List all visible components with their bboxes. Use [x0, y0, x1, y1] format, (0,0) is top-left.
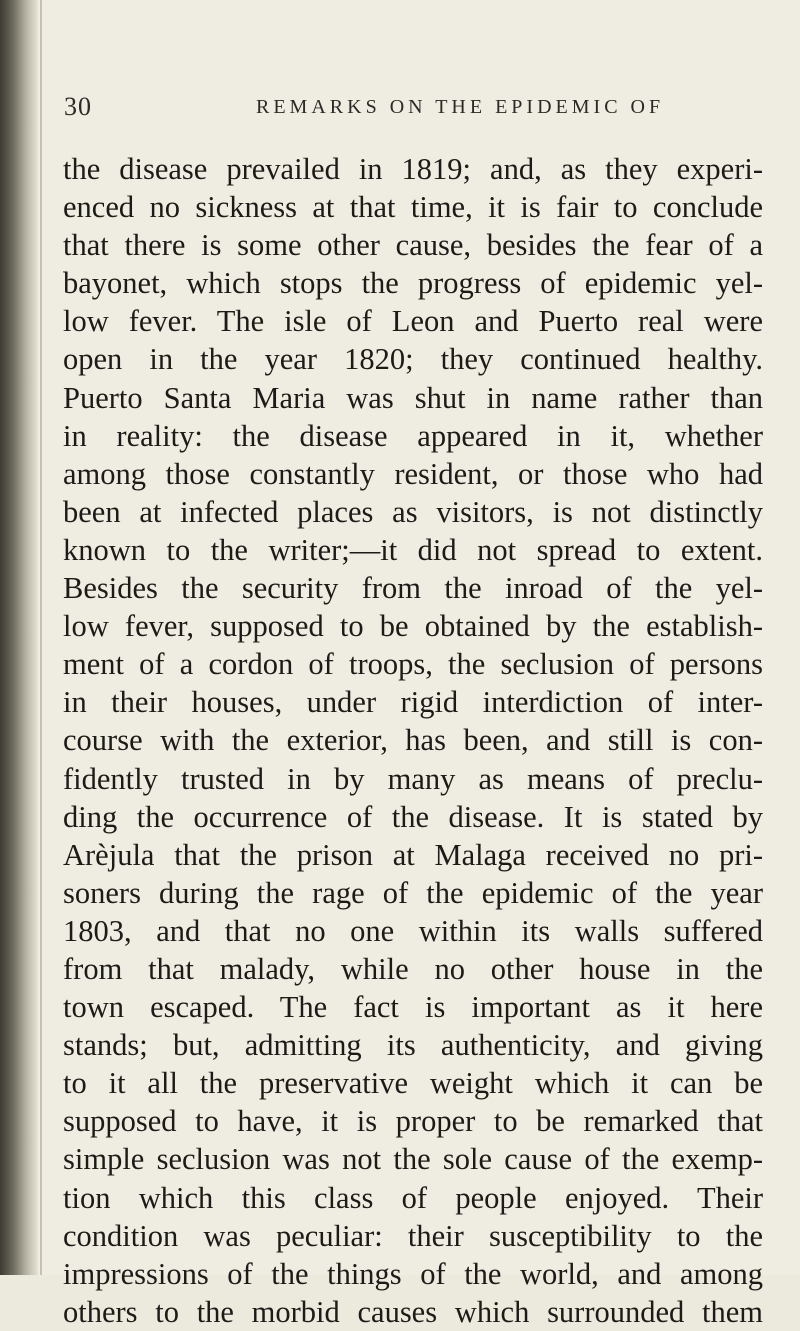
text-line: among those constantly resident, or those who had [63, 456, 763, 491]
text-line: others to the morbid causes which surrounded them [63, 1294, 763, 1329]
text-line: to it all the preservative weight which it can be [63, 1066, 763, 1101]
text-line: soners during the rage of the epidemic of the year [63, 875, 763, 910]
text-line: town escaped. The fact is important as it here [63, 990, 763, 1025]
running-head [0, 92, 800, 132]
text-line: fidently trusted in by many as means of preclu- [63, 761, 763, 796]
text-line: bayonet, which stops the progress of epidemic yel- [63, 266, 763, 301]
text-line: low fever, supposed to be obtained by the establish- [63, 609, 763, 644]
text-line: that there is some other cause, besides the fear of a [63, 228, 763, 263]
text-line: tion which this class of people enjoyed. Their [63, 1180, 763, 1215]
text-line: Arèjula that the prison at Malaga received no pri- [63, 837, 763, 872]
text-line: stands; but, admitting its authenticity, and giving [63, 1028, 763, 1063]
body-text [63, 150, 763, 1331]
text-line: Besides the security from the inroad of the yel- [63, 571, 763, 606]
text-line: enced no sickness at that time, it is fair to conclude [63, 190, 763, 225]
gutter-edge [40, 0, 42, 1275]
page-number: 30 [64, 92, 92, 121]
text-line: low fever. The isle of Leon and Puerto real were [63, 304, 763, 339]
text-line: ment of a cordon of troops, the seclusion of persons [63, 647, 763, 682]
text-line: open in the year 1820; they continued healthy. [63, 342, 763, 377]
text-line: supposed to have, it is proper to be remarked that [63, 1104, 763, 1139]
text-line: from that malady, while no other house in the [63, 951, 763, 986]
text-line: the disease prevailed in 1819; and, as they experi- [63, 152, 763, 186]
text-line: simple seclusion was not the sole cause of the exemp- [63, 1142, 763, 1177]
binding-gutter [0, 0, 38, 1275]
text-line: 1803, and that no one within its walls suffered [63, 913, 763, 948]
text-line: known to the writer;—it did not spread to extent. [63, 532, 763, 567]
text-line: in their houses, under rigid interdiction of inter- [63, 685, 763, 720]
text-line: impressions of the things of the world, and among [63, 1256, 763, 1291]
text-line: course with the exterior, has been, and still is con- [63, 723, 763, 758]
text-line: ding the occurrence of the disease. It is stated by [63, 799, 763, 834]
text-line: in reality: the disease appeared in it, whether [63, 418, 763, 453]
text-line: Puerto Santa Maria was shut in name rather than [63, 380, 763, 415]
running-title: REMARKS ON THE EPIDEMIC OF [256, 96, 665, 118]
text-line: been at infected places as visitors, is not distinctly [63, 494, 763, 529]
text-line: condition was peculiar: their susceptibility to the [63, 1218, 763, 1253]
